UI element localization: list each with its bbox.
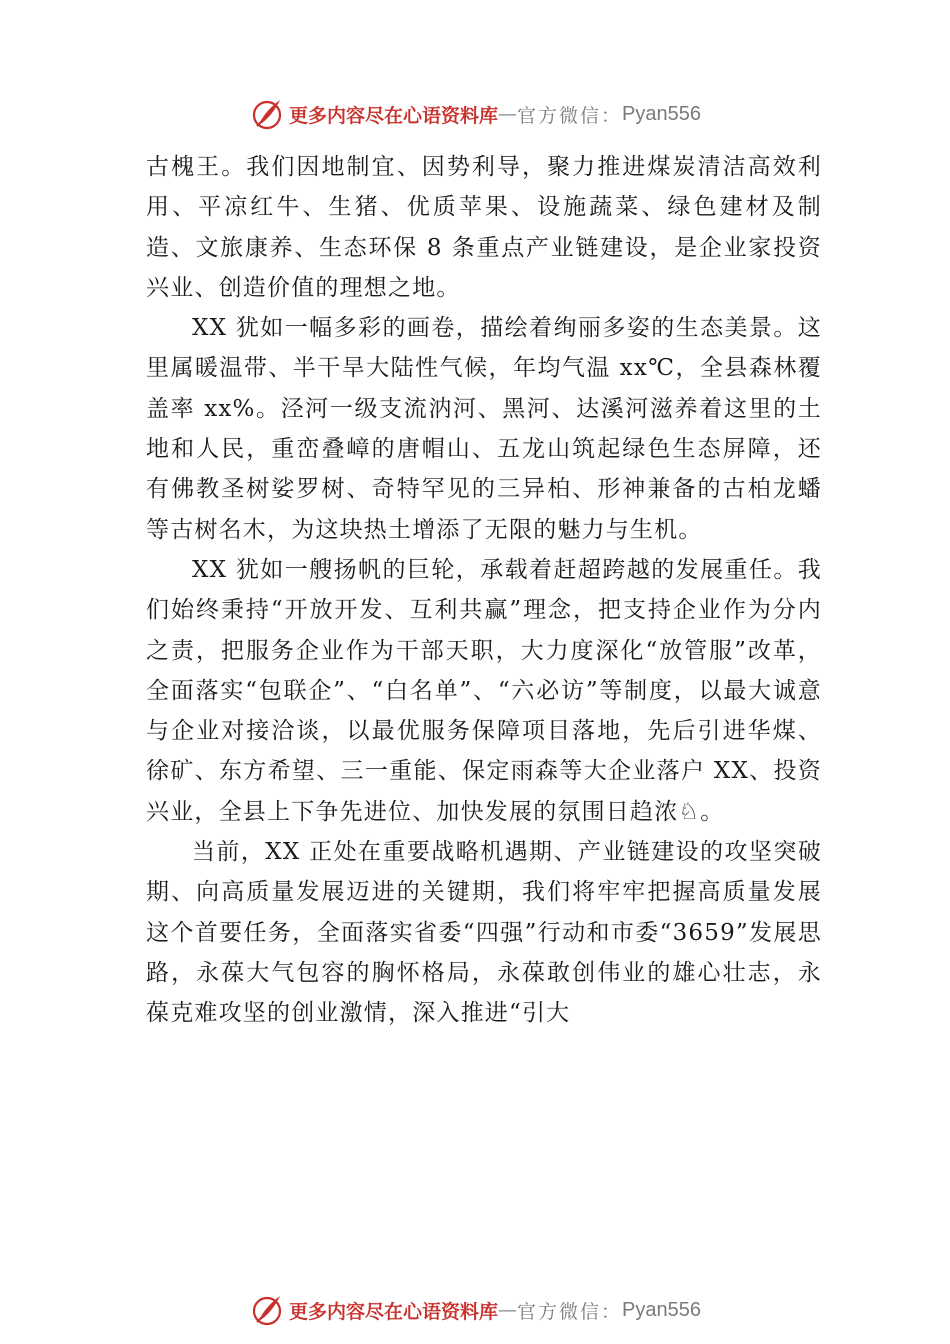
brand-text: 更多内容尽在心语资料库 xyxy=(289,104,499,127)
banner-dash: — xyxy=(498,103,518,125)
wechat-account: Pyan556 xyxy=(622,102,701,125)
quill-logo-icon xyxy=(249,96,285,132)
header-watermark-banner xyxy=(0,94,950,134)
wechat-account: Pyan556 xyxy=(622,1298,701,1321)
paragraph-4: 当前，XX 正处在重要战略机遇期、产业链建设的攻坚突破期、向高质量发展迈进的关键期，我们将牢牢把握高质量发展这个首要任务，全面落实省委“四强”行动和市委“3659”发展思路，永葆大气包容的胸怀格局，永葆敢创伟业的雄心壮志，永葆克难攻坚的创业激情，深入推进“引大 xyxy=(146,839,822,1027)
paragraph-2: XX 犹如一幅多彩的画卷，描绘着绚丽多姿的生态美景。这里属暖温带、半干旱大陆性气候，年均气温 xx℃，全县森林覆盖率 xx%。泾河一级支流汭河、黑河、达溪河滋养着这里的土地和人民，重峦叠嶂的唐帽山、五龙山筑起绿色生态屏障，还有佛教圣树娑罗树、奇特罕见的三异柏、形神兼备的古柏龙蟠等古树名木，为这块热土增添了无限的魅力与生机。 xyxy=(146,315,822,543)
paragraph-3: XX 犹如一艘扬帆的巨轮，承载着赶超跨越的发展重任。我们始终秉持“开放开发、互利共赢”理念，把支持企业作为分内之责，把服务企业作为干部天职，大力度深化“放管服”改革，全面落实“包联企”、“白名单”、“六必访”等制度，以最大诚意与企业对接洽谈，以最优服务保障项目落地，先后引进华煤、徐矿、东方希望、三一重能、保定雨森等大企业落户 XX、投资兴业，全县上下争先进位、加快发展的氛围日趋浓♘。 xyxy=(146,556,822,825)
brand-text: 更多内容尽在心语资料库 xyxy=(289,1300,499,1323)
wechat-label: 官方微信： xyxy=(517,1300,623,1323)
paragraph-1: 古槐王。我们因地制宜、因势利导，聚力推进煤炭清洁高效利用、平凉红牛、生猪、优质苹果、设施蔬菜、绿色建材及制造、文旅康养、生态环保 8 条重点产业链建设，是企业家投资兴业、创造价值的理想之地。 xyxy=(146,154,822,301)
footer-watermark-banner xyxy=(0,1290,950,1330)
wechat-label: 官方微信： xyxy=(517,104,623,127)
banner-dash: — xyxy=(498,1299,518,1321)
document-body xyxy=(146,147,822,1034)
quill-logo-icon xyxy=(249,1292,285,1328)
